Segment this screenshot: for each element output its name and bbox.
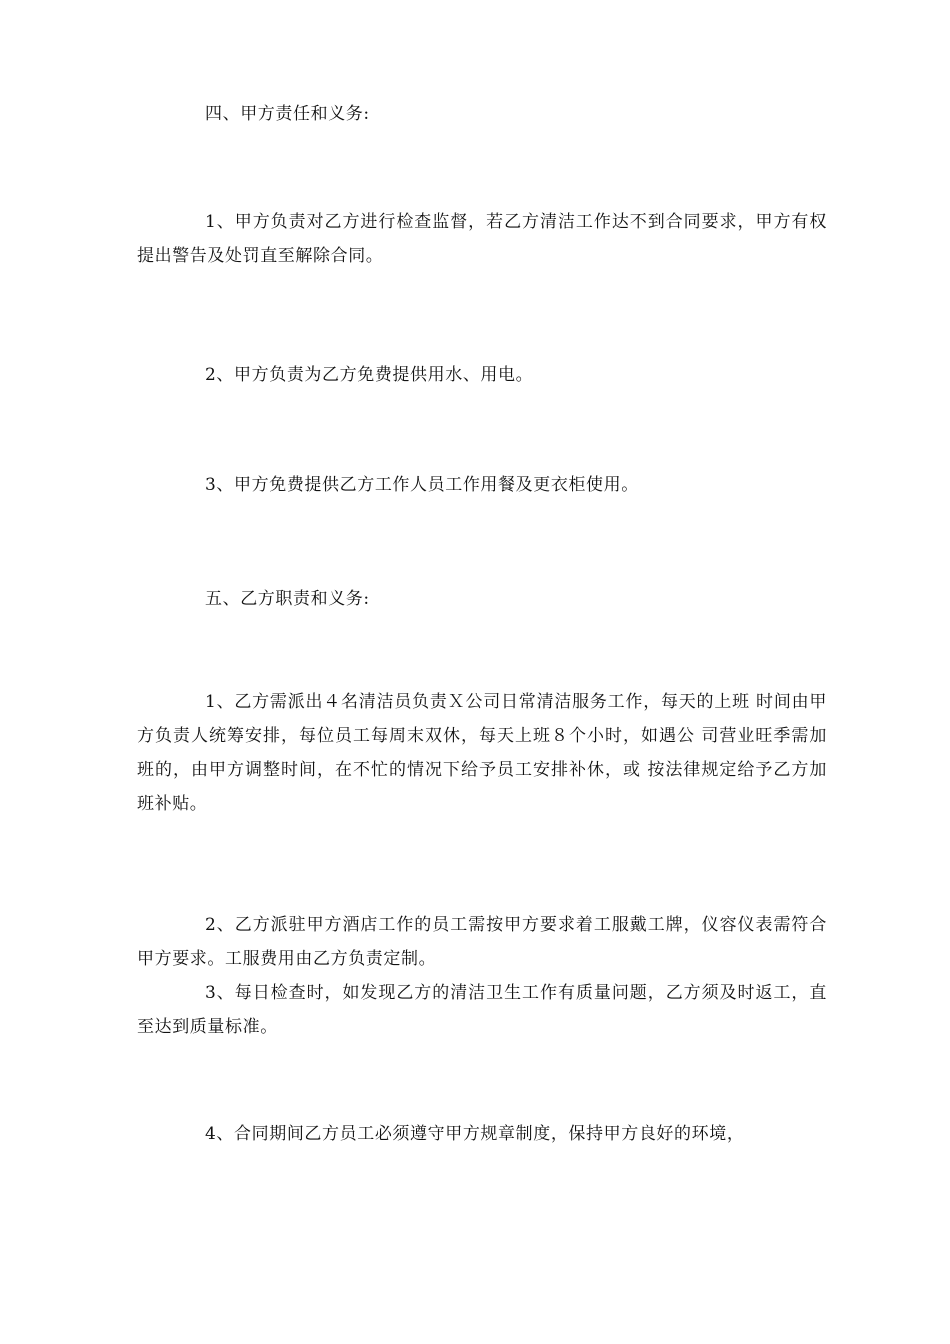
section-4-item-3: 3、甲方免费提供乙方工作人员工作用餐及更衣柜使用。 [205,475,639,495]
section-4-item-1: 1、甲方负责对乙方进行检查监督，若乙方清洁工作达不到合同要求，甲方有权提出警告及处罚直至解除合同。 [137,212,827,266]
section-5-heading: 五、乙方职责和义务: [205,589,370,609]
section-4-heading: 四、甲方责任和义务: [205,104,370,124]
section-5-item-2: 2、乙方派驻甲方酒店工作的员工需按甲方要求着工服戴工牌，仪容仪表需符合甲方要求。工服费用由乙方负责定制。 [137,915,827,969]
section-5-item-3: 3、每日检查时，如发现乙方的清洁卫生工作有质量问题，乙方须及时返工，直至达到质量标准。 [137,983,827,1037]
section-4-item-2: 2、甲方负责为乙方免费提供用水、用电。 [205,365,534,385]
section-5-item-1: 1、乙方需派出４名清洁员负责Ｘ公司日常清洁服务工作，每天的上班 时间由甲方负责人统筹安排，每位员工每周末双休，每天上班８个小时，如遇公 司营业旺季需加班的，由甲方调整时间，在不忙的情况下给予员工安排补休，或 按法律规定给予乙方加班补贴。 [137,692,827,814]
section-5-item-4: 4、合同期间乙方员工必须遵守甲方规章制度，保持甲方良好的环境， [205,1124,745,1144]
